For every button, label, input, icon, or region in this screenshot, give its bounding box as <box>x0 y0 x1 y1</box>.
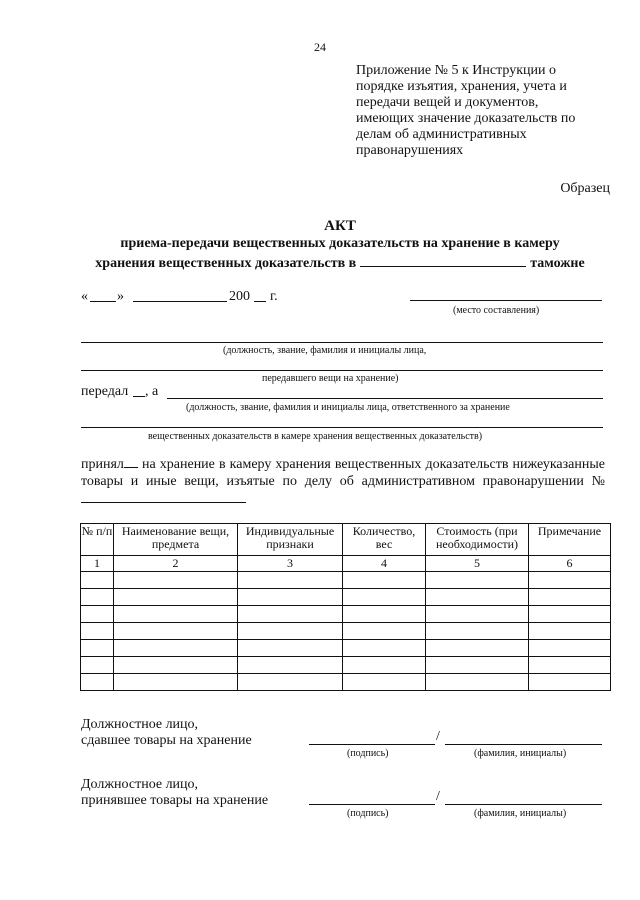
table-cell[interactable] <box>426 640 529 657</box>
table-cell[interactable] <box>343 589 426 606</box>
transferred-ending-field[interactable] <box>133 396 145 397</box>
signer1-name-field[interactable] <box>445 744 602 745</box>
table-row <box>81 589 611 606</box>
column-header: Количество, вес <box>343 524 426 556</box>
date-year-field[interactable] <box>254 301 266 302</box>
column-number: 1 <box>81 556 114 572</box>
table-cell[interactable] <box>81 640 114 657</box>
appendix-reference <box>356 63 606 159</box>
person2-caption-cont: вещественных доказательств в камере хранения вещественных доказательств) <box>148 431 483 442</box>
subtitle-suffix: таможне <box>530 256 585 271</box>
date-close-quote: » <box>117 289 124 304</box>
table-cell[interactable] <box>81 623 114 640</box>
table-cell[interactable] <box>529 623 611 640</box>
column-header: Примечание <box>529 524 611 556</box>
page-number: 24 <box>314 40 326 54</box>
person1-caption: (должность, звание, фамилия и инициалы лица, <box>223 345 427 356</box>
table-cell[interactable] <box>426 623 529 640</box>
table-cell[interactable] <box>81 657 114 674</box>
person2-caption: (должность, звание, фамилия и инициалы лица, ответственного за хранение <box>186 402 510 413</box>
person2-field[interactable] <box>167 398 603 399</box>
signer2-signature-caption: (подпись) <box>347 808 389 819</box>
table-cell[interactable] <box>529 674 611 691</box>
table-row <box>81 657 611 674</box>
signer2-signature-field[interactable] <box>309 804 435 805</box>
date-month-field[interactable] <box>133 301 227 302</box>
accepted-label: принял <box>81 457 124 472</box>
table-cell[interactable] <box>343 606 426 623</box>
table-cell[interactable] <box>114 657 238 674</box>
table-cell[interactable] <box>529 572 611 589</box>
table-cell[interactable] <box>238 657 343 674</box>
signer1-signature-field[interactable] <box>309 744 435 745</box>
table-cell[interactable] <box>343 572 426 589</box>
table-cell[interactable] <box>238 589 343 606</box>
document-subtitle: приема-передачи вещественных доказательств на хранение в камеру <box>120 236 560 251</box>
appendix-line: имеющих значение доказательств по <box>356 111 576 126</box>
table-header-row <box>81 524 611 556</box>
column-number-row <box>81 556 611 572</box>
table-cell[interactable] <box>114 623 238 640</box>
table-cell[interactable] <box>114 640 238 657</box>
table-cell[interactable] <box>81 606 114 623</box>
column-header: Индивидуальные признаки <box>238 524 343 556</box>
table-cell[interactable] <box>529 657 611 674</box>
table-cell[interactable] <box>81 674 114 691</box>
column-number: 4 <box>343 556 426 572</box>
subtitle-text: хранения вещественных доказательств в <box>95 256 357 271</box>
case-number-field[interactable] <box>81 490 246 503</box>
place-caption: (место составления) <box>453 305 540 316</box>
table-cell[interactable] <box>114 572 238 589</box>
person1-caption-cont: передавшего вещи на хранение) <box>262 373 399 384</box>
table-cell[interactable] <box>114 606 238 623</box>
table-cell[interactable] <box>238 606 343 623</box>
sample-label: Образец <box>560 181 610 196</box>
signer2-separator: / <box>436 789 440 804</box>
table-row <box>81 674 611 691</box>
document-title: АКТ <box>324 218 356 234</box>
transferred-and: , а <box>145 384 159 399</box>
date-year-suffix: г. <box>270 289 278 304</box>
acceptance-paragraph <box>81 455 605 508</box>
table-cell[interactable] <box>426 606 529 623</box>
column-number: 6 <box>529 556 611 572</box>
date-year-prefix: 200 <box>229 289 250 304</box>
person1-field[interactable] <box>81 342 603 343</box>
signer1-label: Должностное лицо, <box>81 717 199 732</box>
table-cell[interactable] <box>238 674 343 691</box>
table-row <box>81 606 611 623</box>
paragraph-text: на хранение в камеру хранения вещественных доказательств нижеуказанные товары и иные вещи, изъятые по делу об административном правонарушении № <box>81 457 605 489</box>
table-cell[interactable] <box>343 623 426 640</box>
transferred-label: передал <box>81 384 129 399</box>
person2-field-cont[interactable] <box>81 427 603 428</box>
signer1-name-caption: (фамилия, инициалы) <box>474 748 567 759</box>
items-table <box>80 523 611 691</box>
signer1-separator: / <box>436 729 440 744</box>
table-cell[interactable] <box>114 589 238 606</box>
table-cell[interactable] <box>343 657 426 674</box>
table-cell[interactable] <box>81 572 114 589</box>
signer2-role: принявшее товары на хранение <box>81 793 269 808</box>
table-cell[interactable] <box>529 640 611 657</box>
accepted-ending-field[interactable] <box>124 455 138 468</box>
appendix-line: делам об административных <box>356 127 527 142</box>
appendix-line: правонарушениях <box>356 143 464 158</box>
signer2-name-caption: (фамилия, инициалы) <box>474 808 567 819</box>
table-cell[interactable] <box>343 640 426 657</box>
table-cell[interactable] <box>529 589 611 606</box>
table-cell[interactable] <box>238 640 343 657</box>
table-row <box>81 640 611 657</box>
table-cell[interactable] <box>426 589 529 606</box>
signer1-role: сдавшее товары на хранение <box>81 733 252 748</box>
customs-name-field[interactable] <box>360 254 526 267</box>
table-cell[interactable] <box>529 606 611 623</box>
document-subtitle-customs <box>0 254 640 272</box>
table-row <box>81 623 611 640</box>
table-row <box>81 572 611 589</box>
appendix-line: порядке изъятия, хранения, учета и <box>356 79 567 94</box>
table-cell[interactable] <box>426 572 529 589</box>
table-cell[interactable] <box>114 674 238 691</box>
column-header: № п/п <box>81 524 114 556</box>
table-cell[interactable] <box>238 572 343 589</box>
date-day-field[interactable] <box>90 301 116 302</box>
table-cell[interactable] <box>238 623 343 640</box>
column-number: 2 <box>114 556 238 572</box>
table-cell[interactable] <box>426 674 529 691</box>
column-number: 5 <box>426 556 529 572</box>
appendix-line: передачи вещей и документов, <box>356 95 539 110</box>
column-header: Стоимость (при необходимости) <box>426 524 529 556</box>
signer2-name-field[interactable] <box>445 804 602 805</box>
table-cell[interactable] <box>343 674 426 691</box>
signer2-label: Должностное лицо, <box>81 777 199 792</box>
column-header: Наименование вещи, предмета <box>114 524 238 556</box>
person1-field-cont[interactable] <box>81 370 603 371</box>
place-field[interactable] <box>410 300 602 301</box>
appendix-line: Приложение № 5 к Инструкции о <box>356 63 556 78</box>
table-cell[interactable] <box>81 589 114 606</box>
date-open-quote: « <box>81 289 88 304</box>
column-number: 3 <box>238 556 343 572</box>
signer1-signature-caption: (подпись) <box>347 748 389 759</box>
table-cell[interactable] <box>426 657 529 674</box>
